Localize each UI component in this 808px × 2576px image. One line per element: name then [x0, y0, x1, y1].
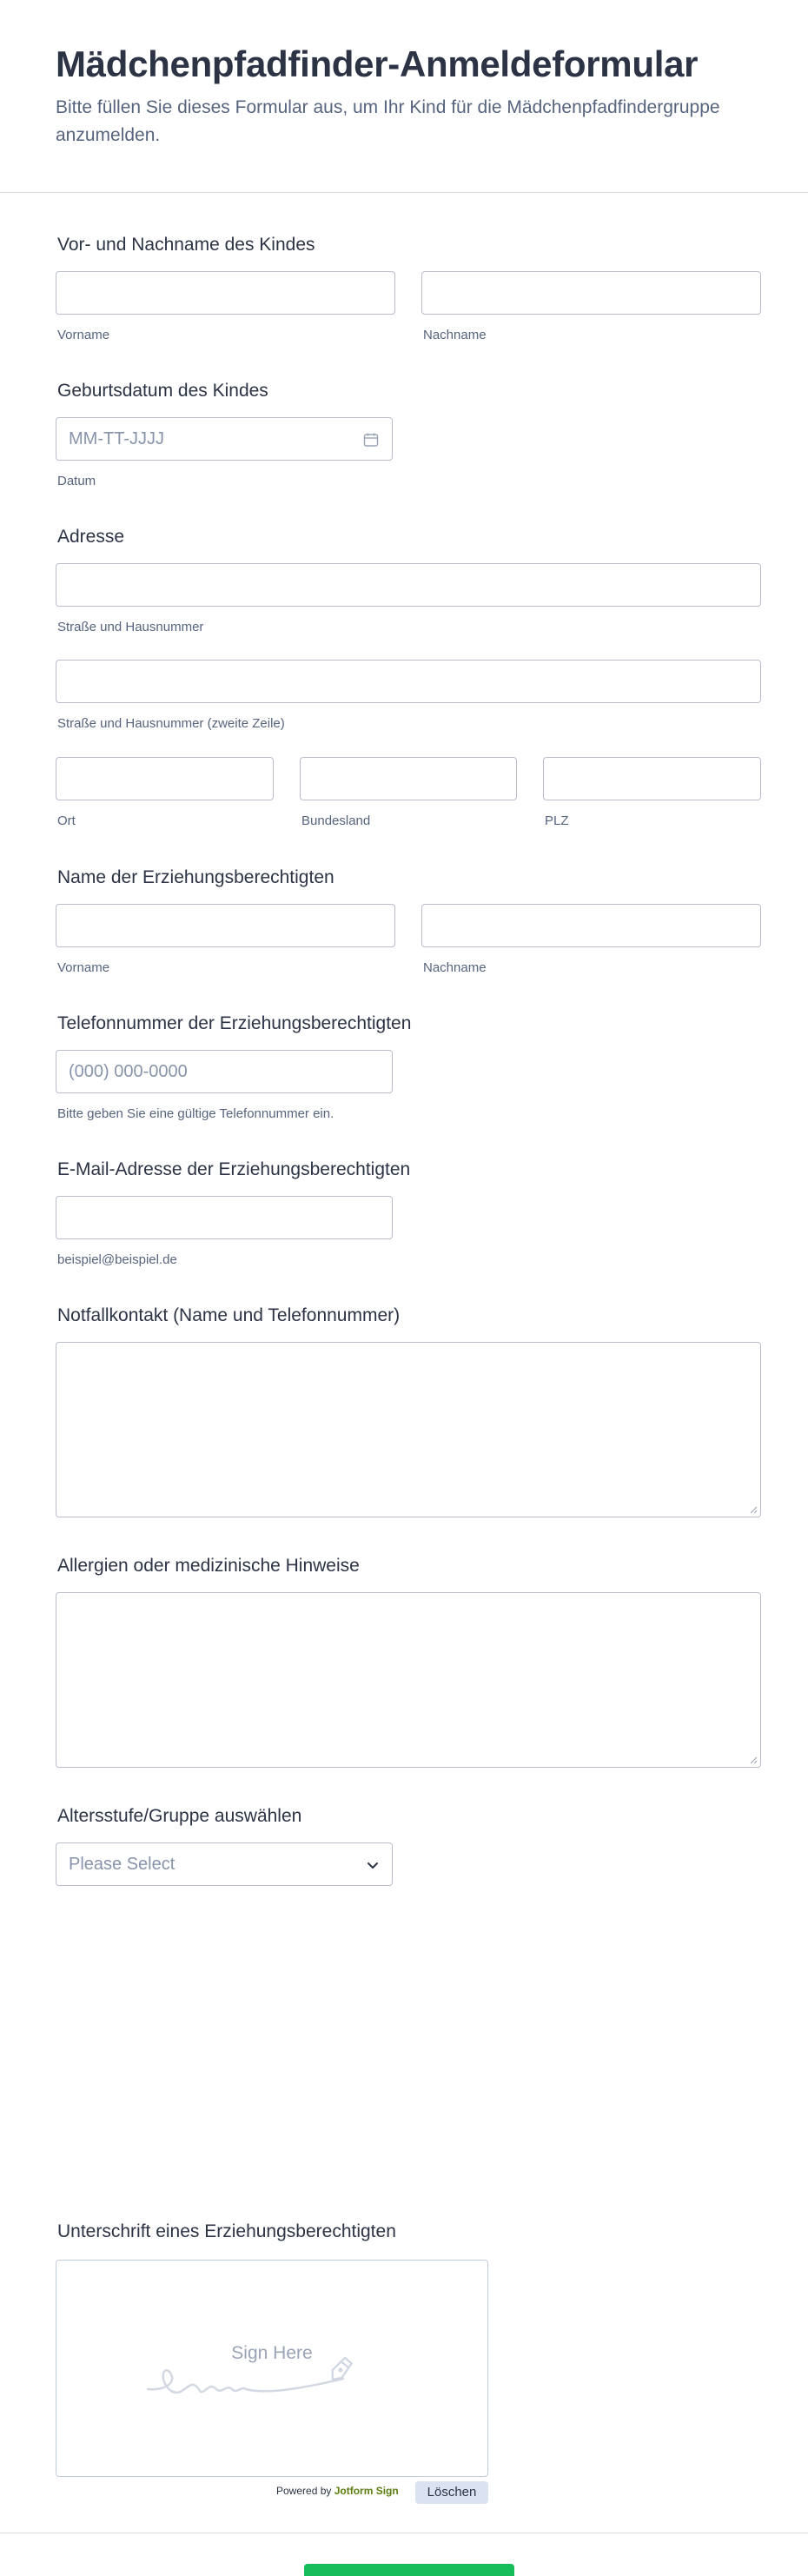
- guardian-phone-sublabel: Bitte geben Sie eine gültige Telefonnummer ein.: [57, 1106, 334, 1121]
- guardian-name-label: Name der Erziehungsberechtigten: [57, 867, 334, 887]
- child-first-name-sublabel: Vorname: [57, 328, 110, 342]
- street-input[interactable]: [56, 563, 761, 607]
- street-sublabel: Straße und Hausnummer: [57, 620, 204, 634]
- guardian-email-label: E-Mail-Adresse der Erziehungsberechtigten: [57, 1159, 411, 1179]
- child-first-name-input[interactable]: [56, 271, 395, 315]
- emergency-contact-label: Notfallkontakt (Name und Telefonnummer): [57, 1305, 401, 1325]
- emergency-contact-textarea[interactable]: [56, 1342, 761, 1517]
- signature-label: Unterschrift eines Erziehungsberechtigten: [57, 2221, 396, 2241]
- guardian-last-name-input[interactable]: [421, 904, 761, 947]
- street2-sublabel: Straße und Hausnummer (zweite Zeile): [57, 716, 285, 731]
- page-title: Mädchenpfadfinder-Anmeldeformular: [56, 43, 699, 84]
- age-group-label: Altersstufe/Gruppe auswählen: [57, 1806, 302, 1826]
- clear-signature-button[interactable]: Löschen: [415, 2481, 488, 2504]
- guardian-phone-input[interactable]: [56, 1050, 393, 1093]
- city-input[interactable]: [56, 757, 274, 800]
- page-subtitle: Bitte füllen Sie dieses Formular aus, um Ihr Kind für die Mädchenpfadfindergruppe anzumelden.: [56, 97, 720, 145]
- resize-handle-icon[interactable]: [749, 1505, 758, 1514]
- zip-input[interactable]: [543, 757, 761, 800]
- guardian-email-input[interactable]: [56, 1196, 393, 1239]
- form-header: [0, 0, 808, 193]
- child-last-name-input[interactable]: [421, 271, 761, 315]
- birthdate-label: Geburtsdatum des Kindes: [57, 381, 268, 401]
- sign-here-text: Sign Here: [231, 2343, 313, 2363]
- age-group-placeholder: Please Select: [69, 1855, 176, 1874]
- child-last-name-sublabel: Nachname: [423, 328, 487, 342]
- child-name-label: Vor- und Nachname des Kindes: [57, 235, 315, 255]
- allergies-textarea[interactable]: [56, 1592, 761, 1768]
- birthdate-placeholder: MM-TT-JJJJ: [69, 429, 164, 448]
- birthdate-sublabel: Datum: [57, 474, 96, 488]
- guardian-first-name-sublabel: Vorname: [57, 960, 110, 975]
- powered-by-text: [276, 2485, 399, 2497]
- allergies-label: Allergien oder medizinische Hinweise: [57, 1556, 360, 1576]
- birthdate-input[interactable]: [56, 417, 393, 461]
- guardian-email-sublabel: beispiel@beispiel.de: [57, 1252, 177, 1267]
- submit-button[interactable]: [304, 2564, 514, 2576]
- guardian-phone-placeholder: (000) 000-0000: [69, 1062, 188, 1081]
- street2-input[interactable]: [56, 660, 761, 703]
- zip-sublabel: PLZ: [545, 813, 569, 828]
- guardian-last-name-sublabel: Nachname: [423, 960, 487, 975]
- powered-by-prefix: Powered by: [276, 2485, 332, 2497]
- guardian-phone-label: Telefonnummer der Erziehungsberechtigten: [57, 1013, 412, 1033]
- city-sublabel: Ort: [57, 813, 76, 828]
- address-label: Adresse: [57, 527, 125, 547]
- calendar-icon[interactable]: [362, 431, 380, 448]
- state-sublabel: Bundesland: [301, 813, 371, 828]
- age-group-select[interactable]: [56, 1842, 393, 1886]
- signature-scribble-icon: [143, 2347, 404, 2400]
- chevron-down-icon: [364, 1856, 381, 1874]
- jotform-sign-brand[interactable]: Jotform Sign: [334, 2485, 399, 2497]
- signature-pad[interactable]: [56, 2260, 488, 2477]
- state-input[interactable]: [300, 757, 517, 800]
- guardian-first-name-input[interactable]: [56, 904, 395, 947]
- resize-handle-icon[interactable]: [749, 1756, 758, 1764]
